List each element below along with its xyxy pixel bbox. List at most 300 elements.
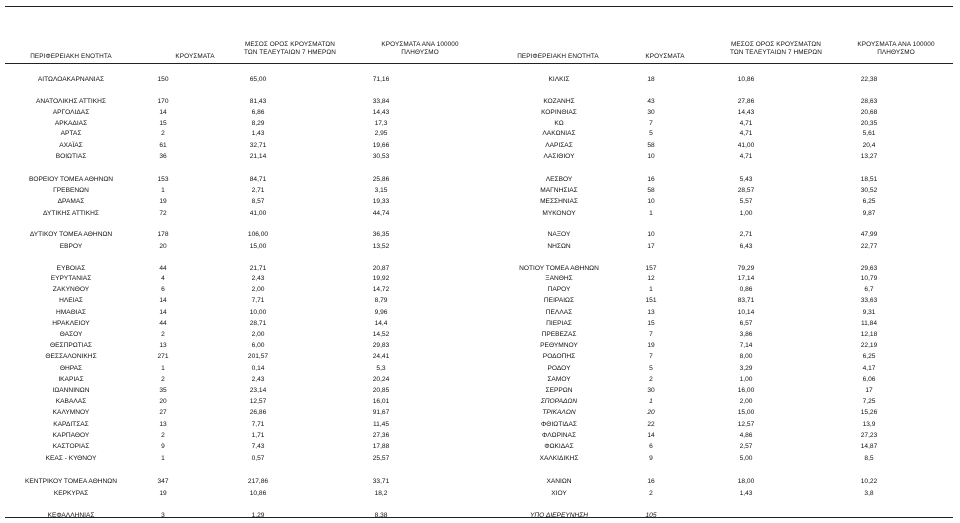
avg-cell: 26,86	[249, 409, 267, 416]
table-row	[8, 442, 458, 451]
avg-cell: 1,43	[251, 130, 265, 137]
cases-cell: 1	[161, 187, 165, 194]
region-cell: ΞΑΝΘΗΣ	[545, 275, 573, 282]
cases-cell: 35	[159, 387, 167, 394]
avg-cell: 2,71	[251, 187, 265, 194]
per100k-cell: 20,24	[372, 376, 390, 383]
table-row	[8, 431, 458, 440]
region-cell: ΝΗΣΩΝ	[547, 243, 571, 250]
per100k-cell: 18,2	[374, 490, 388, 497]
region-cell: ΑΝΑΤΟΛΙΚΗΣ ΑΤΤΙΚΗΣ	[36, 98, 106, 105]
per100k-cell: 10,22	[860, 478, 878, 485]
cases-cell: 1	[161, 455, 165, 462]
table-row	[8, 197, 458, 206]
table-row	[496, 420, 946, 429]
cases-cell: 14	[159, 109, 167, 116]
table-row	[496, 408, 946, 417]
cases-cell: 6	[161, 286, 165, 293]
table-row	[8, 264, 458, 273]
avg-cell: 65,00	[249, 76, 267, 83]
region-cell: ΘΑΣΟΥ	[59, 331, 83, 338]
table-row	[8, 242, 458, 251]
avg-cell: 7,43	[251, 443, 265, 450]
avg-cell: 10,86	[249, 490, 267, 497]
avg-cell: 3,29	[739, 365, 753, 372]
region-cell: ΝΟΤΙΟΥ ΤΟΜΕΑ ΑΘΗΝΩΝ	[519, 265, 599, 272]
table-row	[496, 97, 946, 106]
cases-cell: 1	[649, 286, 653, 293]
table-row	[8, 75, 458, 84]
per100k-cell: 24,41	[372, 353, 390, 360]
avg-cell: 1,00	[739, 376, 753, 383]
cases-cell: 2	[649, 376, 653, 383]
avg-cell: 8,57	[251, 198, 265, 205]
per100k-cell: 8,79	[374, 297, 388, 304]
per100k-cell: 11,45	[372, 421, 389, 428]
avg-cell: 7,71	[251, 297, 265, 304]
avg-cell: 1,00	[739, 210, 753, 217]
cases-cell: 7	[649, 120, 653, 127]
avg-cell: 5,57	[739, 198, 753, 205]
avg-cell: 4,86	[739, 432, 753, 439]
avg-cell: 2,00	[251, 286, 265, 293]
cases-cell: 5	[649, 130, 653, 137]
region-cell: ΠΕΙΡΑΙΩΣ	[543, 297, 575, 304]
table-row	[8, 375, 458, 384]
cases-cell: 44	[159, 265, 167, 272]
table-row	[496, 330, 946, 339]
region-cell: ΣΠΟΡΑΔΩΝ	[540, 398, 578, 405]
cases-cell: 13	[159, 421, 167, 428]
avg-cell: 6,86	[251, 109, 265, 116]
table-row	[8, 296, 458, 305]
avg-cell: 6,43	[739, 243, 753, 250]
region-cell: ΚΕΡΚΥΡΑΣ	[53, 490, 89, 497]
region-cell: ΛΑΣΙΘΙΟΥ	[543, 153, 575, 160]
per100k-cell: 9,96	[374, 309, 388, 316]
region-cell: ΡΟΔΟΥ	[547, 365, 571, 372]
table-row	[8, 285, 458, 294]
avg-cell: 18,00	[737, 478, 755, 485]
region-cell: ΚΑΡΠΑΘΟΥ	[52, 432, 90, 439]
region-cell: ΚΕΝΤΡΙΚΟΥ ΤΟΜΕΑ ΑΘΗΝΩΝ	[25, 478, 117, 485]
avg-cell: 5,00	[739, 455, 753, 462]
table-row	[496, 431, 946, 440]
cases-cell: 105	[645, 512, 657, 519]
region-cell: ΕΒΡΟΥ	[59, 243, 83, 250]
per100k-cell: 71,16	[372, 76, 390, 83]
cases-cell: 2	[649, 490, 653, 497]
cases-cell: 150	[157, 76, 169, 83]
avg-cell: 14,43	[737, 109, 755, 116]
region-cell: ΥΠΟ ΔΙΕΡΕΥΝΗΣΗ	[530, 512, 588, 519]
table-row	[8, 97, 458, 106]
per100k-cell: 91,67	[372, 409, 390, 416]
per100k-cell: 6,06	[862, 376, 876, 383]
cases-cell: 30	[647, 387, 655, 394]
table-row	[496, 364, 946, 373]
region-cell: ΗΜΑΘΙΑΣ	[56, 309, 86, 316]
per100k-cell: 6,25	[862, 198, 876, 205]
avg-cell: 4,71	[739, 120, 753, 127]
per100k-cell: 14,87	[860, 443, 878, 450]
region-cell: ΣΕΡΡΩΝ	[545, 387, 573, 394]
region-cell: ΚΙΛΚΙΣ	[548, 76, 570, 83]
per100k-cell: 47,99	[860, 231, 878, 238]
avg-cell: 32,71	[249, 142, 267, 149]
cases-cell: 10	[647, 198, 655, 205]
per100k-cell: 19,33	[372, 198, 390, 205]
avg-cell: 2,43	[251, 275, 265, 282]
per100k-cell: 8,38	[374, 512, 388, 519]
cases-cell: 16	[647, 478, 655, 485]
cases-cell: 2	[161, 376, 165, 383]
region-cell: ΒΟΡΕΙΟΥ ΤΟΜΕΑ ΑΘΗΝΩΝ	[28, 176, 114, 183]
cases-cell: 2	[161, 130, 165, 137]
left-header-region: ΠΕΡΙΦΕΡΕΙΑΚΗ ΕΝΟΤΗΤΑ	[30, 53, 112, 60]
cases-cell: 22	[647, 421, 655, 428]
right-header-region: ΠΕΡΙΦΕΡΕΙΑΚΗ ΕΝΟΤΗΤΑ	[517, 53, 599, 60]
per100k-cell: 7,25	[862, 398, 876, 405]
avg-cell: 2,43	[251, 376, 265, 383]
avg-cell: 1,29	[251, 512, 265, 519]
region-cell: ΖΑΚΥΝΘΟΥ	[52, 286, 90, 293]
per100k-cell: 27,23	[860, 432, 878, 439]
region-cell: ΚΟΖΑΝΗΣ	[543, 98, 575, 105]
region-cell: ΦΘΙΩΤΙΔΑΣ	[541, 421, 577, 428]
per100k-cell: 22,77	[860, 243, 878, 250]
cases-cell: 9	[649, 455, 653, 462]
per100k-cell: 12,18	[860, 331, 878, 338]
region-cell: ΑΡΚΑΔΙΑΣ	[54, 120, 88, 127]
per100k-cell: 30,53	[372, 153, 390, 160]
cases-cell: 6	[649, 443, 653, 450]
cases-cell: 1	[649, 210, 653, 217]
per100k-cell: 25,57	[372, 455, 390, 462]
region-cell: ΙΩΑΝΝΙΝΩΝ	[52, 387, 90, 394]
per100k-cell: 19,66	[372, 142, 390, 149]
region-cell: ΠΑΡΟΥ	[547, 286, 571, 293]
per100k-cell: 13,27	[860, 153, 878, 160]
region-cell: ΕΥΒΟΙΑΣ	[56, 265, 86, 272]
cases-cell: 43	[647, 98, 655, 105]
left-header-per100k: ΚΡΟΥΣΜΑΤΑ ΑΝΑ 100000 ΠΛΗΘΥΣΜΟ	[381, 41, 459, 56]
table-row	[496, 341, 946, 350]
per100k-cell: 17	[865, 387, 873, 394]
left-header-cases: ΚΡΟΥΣΜΑΤΑ	[175, 53, 215, 60]
table-row	[8, 386, 458, 395]
avg-cell: 4,71	[739, 130, 753, 137]
cases-cell: 13	[159, 342, 167, 349]
per100k-cell: 13,52	[372, 243, 390, 250]
avg-cell: 12,57	[737, 421, 755, 428]
avg-cell: 1,71	[251, 432, 265, 439]
avg-cell: 12,57	[249, 398, 267, 405]
avg-cell: 10,14	[737, 309, 755, 316]
cases-cell: 14	[159, 297, 167, 304]
region-cell: ΔΡΑΜΑΣ	[57, 198, 85, 205]
cases-cell: 1	[161, 365, 165, 372]
cases-cell: 17	[647, 243, 655, 250]
avg-cell: 16,00	[737, 387, 755, 394]
table-row	[8, 319, 458, 328]
per100k-cell: 14,52	[372, 331, 390, 338]
per100k-cell: 16,01	[372, 398, 390, 405]
per100k-cell: 29,63	[860, 265, 878, 272]
table-row	[496, 352, 946, 361]
region-cell: ΗΛΕΙΑΣ	[59, 297, 83, 304]
avg-cell: 41,00	[249, 210, 267, 217]
table-row	[8, 397, 458, 406]
table-row	[8, 141, 458, 150]
cases-cell: 153	[157, 176, 169, 183]
avg-cell: 201,57	[247, 353, 269, 360]
avg-cell: 15,00	[737, 409, 755, 416]
per100k-cell: 6,7	[864, 286, 874, 293]
table-row	[8, 330, 458, 339]
region-cell: ΚΑΣΤΟΡΙΑΣ	[52, 443, 90, 450]
region-cell: ΠΡΕΒΕΖΑΣ	[541, 331, 577, 338]
avg-cell: 5,43	[739, 176, 753, 183]
per100k-cell: 28,63	[860, 98, 878, 105]
region-cell: ΡΟΔΟΠΗΣ	[542, 353, 576, 360]
avg-cell: 83,71	[737, 297, 755, 304]
region-cell: ΠΙΕΡΙΑΣ	[546, 320, 572, 327]
table-row	[496, 477, 946, 486]
avg-cell: 81,43	[249, 98, 267, 105]
right-header-per100k: ΚΡΟΥΣΜΑΤΑ ΑΝΑ 100000 ΠΛΗΘΥΣΜΟ	[857, 41, 935, 56]
region-cell: ΡΕΘΥΜΝΟΥ	[540, 342, 578, 349]
table-row	[496, 285, 946, 294]
per100k-cell: 6,25	[862, 353, 876, 360]
cases-cell: 151	[645, 297, 657, 304]
region-cell: ΜΑΓΝΗΣΙΑΣ	[540, 187, 578, 194]
region-cell: ΘΕΣΣΑΛΟΝΙΚΗΣ	[45, 353, 97, 360]
cases-cell: 1	[649, 398, 653, 405]
avg-cell: 27,86	[737, 98, 755, 105]
region-cell: ΝΑΞΟΥ	[547, 231, 571, 238]
table-row	[496, 75, 946, 84]
table-row	[8, 364, 458, 373]
cases-cell: 30	[647, 109, 655, 116]
per100k-cell: 33,71	[372, 478, 390, 485]
table-row	[8, 341, 458, 350]
per100k-cell: 14,43	[372, 109, 390, 116]
cases-cell: 58	[647, 142, 655, 149]
cases-cell: 72	[159, 210, 167, 217]
cases-cell: 271	[157, 353, 169, 360]
table-row	[8, 308, 458, 317]
cases-cell: 3	[161, 512, 165, 519]
region-cell: ΦΛΩΡΙΝΑΣ	[541, 432, 577, 439]
region-cell: ΤΡΙΚΑΛΩΝ	[542, 409, 576, 416]
table-row	[8, 408, 458, 417]
avg-cell: 10,00	[249, 309, 267, 316]
per100k-cell: 2,95	[374, 130, 388, 137]
cases-cell: 347	[157, 478, 169, 485]
per100k-cell: 9,31	[862, 309, 876, 316]
table-row	[8, 175, 458, 184]
table-row	[496, 119, 946, 128]
table-row	[8, 477, 458, 486]
table-row	[496, 489, 946, 498]
avg-cell: 8,29	[251, 120, 265, 127]
avg-cell: 7,14	[739, 342, 753, 349]
region-cell: ΠΕΛΛΑΣ	[545, 309, 573, 316]
table-row	[496, 175, 946, 184]
cases-cell: 20	[647, 409, 655, 416]
table-row	[496, 386, 946, 395]
right-header-avg: ΜΕΣΟΣ ΟΡΟΣ ΚΡΟΥΣΜΑΤΩΝ ΤΩΝ ΤΕΛΕΥΤΑΙΩΝ 7 ΗΜΕΡΩΝ	[730, 41, 822, 56]
avg-cell: 28,71	[249, 320, 267, 327]
region-cell: ΧΙΟΥ	[551, 490, 567, 497]
table-row	[8, 274, 458, 283]
cases-cell: 61	[159, 142, 167, 149]
cases-cell: 10	[647, 231, 655, 238]
cases-cell: 58	[647, 187, 655, 194]
avg-cell: 2,71	[739, 231, 753, 238]
avg-cell: 8,00	[739, 353, 753, 360]
region-cell: ΗΡΑΚΛΕΙΟΥ	[52, 320, 90, 327]
table-row	[496, 230, 946, 239]
per100k-cell: 30,52	[860, 187, 878, 194]
region-cell: ΑΡΤΑΣ	[60, 130, 82, 137]
avg-cell: 84,71	[249, 176, 267, 183]
table-row	[496, 308, 946, 317]
cases-cell: 36	[159, 153, 167, 160]
region-cell: ΘΗΡΑΣ	[59, 365, 83, 372]
cases-cell: 19	[647, 342, 655, 349]
cases-cell: 14	[647, 432, 655, 439]
table-row	[496, 141, 946, 150]
avg-cell: 3,86	[739, 331, 753, 338]
region-cell: ΛΕΣΒΟΥ	[545, 176, 573, 183]
avg-cell: 6,57	[739, 320, 753, 327]
table-row	[8, 454, 458, 463]
per100k-cell: 29,83	[372, 342, 390, 349]
avg-cell: 2,57	[739, 443, 753, 450]
per100k-cell: 5,61	[862, 130, 876, 137]
region-cell: ΣΑΜΟΥ	[547, 376, 571, 383]
region-cell: ΧΑΛΚΙΔΙΚΗΣ	[539, 455, 579, 462]
per100k-cell: 33,84	[372, 98, 390, 105]
cases-cell: 12	[647, 275, 655, 282]
table-row	[496, 442, 946, 451]
per100k-cell: 13,9	[862, 421, 876, 428]
table-row	[496, 511, 946, 520]
per100k-cell: 17,88	[372, 443, 390, 450]
avg-cell: 217,86	[247, 478, 269, 485]
per100k-cell: 8,5	[864, 455, 874, 462]
table-row	[8, 489, 458, 498]
table-row	[496, 375, 946, 384]
table-row	[8, 511, 458, 520]
per100k-cell: 25,86	[372, 176, 390, 183]
region-cell: ΑΙΤΩΛΟΑΚΑΡΝΑΝΙΑΣ	[37, 76, 105, 83]
avg-cell: 0,14	[251, 365, 265, 372]
cases-cell: 44	[159, 320, 167, 327]
per100k-cell: 20,68	[860, 109, 878, 116]
region-cell: ΛΑΚΩΝΙΑΣ	[542, 130, 576, 137]
table-row	[496, 274, 946, 283]
region-cell: ΚΑΒΑΛΑΣ	[55, 398, 87, 405]
cases-cell: 5	[649, 365, 653, 372]
per100k-cell: 20,85	[372, 387, 390, 394]
per100k-cell: 3,15	[374, 187, 388, 194]
region-cell: ΜΥΚΟΝΟΥ	[542, 210, 576, 217]
avg-cell: 2,00	[251, 331, 265, 338]
per100k-cell: 17,3	[374, 120, 388, 127]
cases-cell: 27	[159, 409, 167, 416]
per100k-cell: 19,92	[372, 275, 390, 282]
region-cell: ΑΧΑΪΑΣ	[59, 142, 83, 149]
cases-cell: 15	[647, 320, 655, 327]
table-row	[496, 108, 946, 117]
table-row	[496, 264, 946, 273]
cases-cell: 2	[161, 331, 165, 338]
table-row	[496, 152, 946, 161]
table-row	[496, 397, 946, 406]
cases-cell: 170	[157, 98, 169, 105]
cases-cell: 20	[159, 398, 167, 405]
region-cell: ΚΟΡΙΝΘΙΑΣ	[541, 109, 577, 116]
region-cell: ΜΕΣΣΗΝΙΑΣ	[540, 198, 578, 205]
avg-cell: 21,71	[249, 265, 267, 272]
cases-cell: 13	[647, 309, 655, 316]
avg-cell: 6,00	[251, 342, 265, 349]
per100k-cell: 22,38	[860, 76, 878, 83]
region-cell: ΒΟΙΩΤΙΑΣ	[55, 153, 87, 160]
per100k-cell: 36,35	[372, 231, 390, 238]
table-row	[8, 209, 458, 218]
avg-cell: 2,00	[739, 398, 753, 405]
region-cell: ΚΑΡΔΙΤΣΑΣ	[53, 421, 89, 428]
table-row	[496, 319, 946, 328]
avg-cell: 106,00	[247, 231, 269, 238]
avg-cell: 0,57	[251, 455, 265, 462]
table-row	[8, 230, 458, 239]
top-rule	[5, 6, 953, 7]
avg-cell: 79,29	[737, 265, 755, 272]
region-cell: ΚΕΦΑΛΛΗΝΙΑΣ	[47, 512, 95, 519]
region-cell: ΛΑΡΙΣΑΣ	[545, 142, 573, 149]
cases-cell: 157	[645, 265, 657, 272]
avg-cell: 10,86	[737, 76, 755, 83]
per100k-cell: 5,3	[376, 365, 386, 372]
region-cell: ΘΕΣΠΡΩΤΙΑΣ	[49, 342, 93, 349]
table-row	[8, 108, 458, 117]
region-cell: ΚΩ	[554, 120, 564, 127]
table-row	[8, 152, 458, 161]
region-cell: ΚΕΑΣ - ΚΥΘΝΟΥ	[45, 455, 97, 462]
avg-cell: 21,14	[249, 153, 267, 160]
cases-cell: 19	[159, 198, 167, 205]
cases-cell: 178	[157, 231, 169, 238]
avg-cell: 7,71	[251, 421, 265, 428]
region-cell: ΕΥΡΥΤΑΝΙΑΣ	[50, 275, 92, 282]
header-rule	[5, 63, 953, 64]
table-row	[496, 186, 946, 195]
table-row	[8, 420, 458, 429]
per100k-cell: 14,4	[374, 320, 388, 327]
cases-cell: 7	[649, 353, 653, 360]
region-cell: ΑΡΓΟΛΙΔΑΣ	[52, 109, 90, 116]
avg-cell: 15,00	[249, 243, 267, 250]
per100k-cell: 27,36	[372, 432, 390, 439]
avg-cell: 23,14	[249, 387, 267, 394]
region-cell: ΙΚΑΡΙΑΣ	[58, 376, 84, 383]
avg-cell: 1,43	[739, 490, 753, 497]
